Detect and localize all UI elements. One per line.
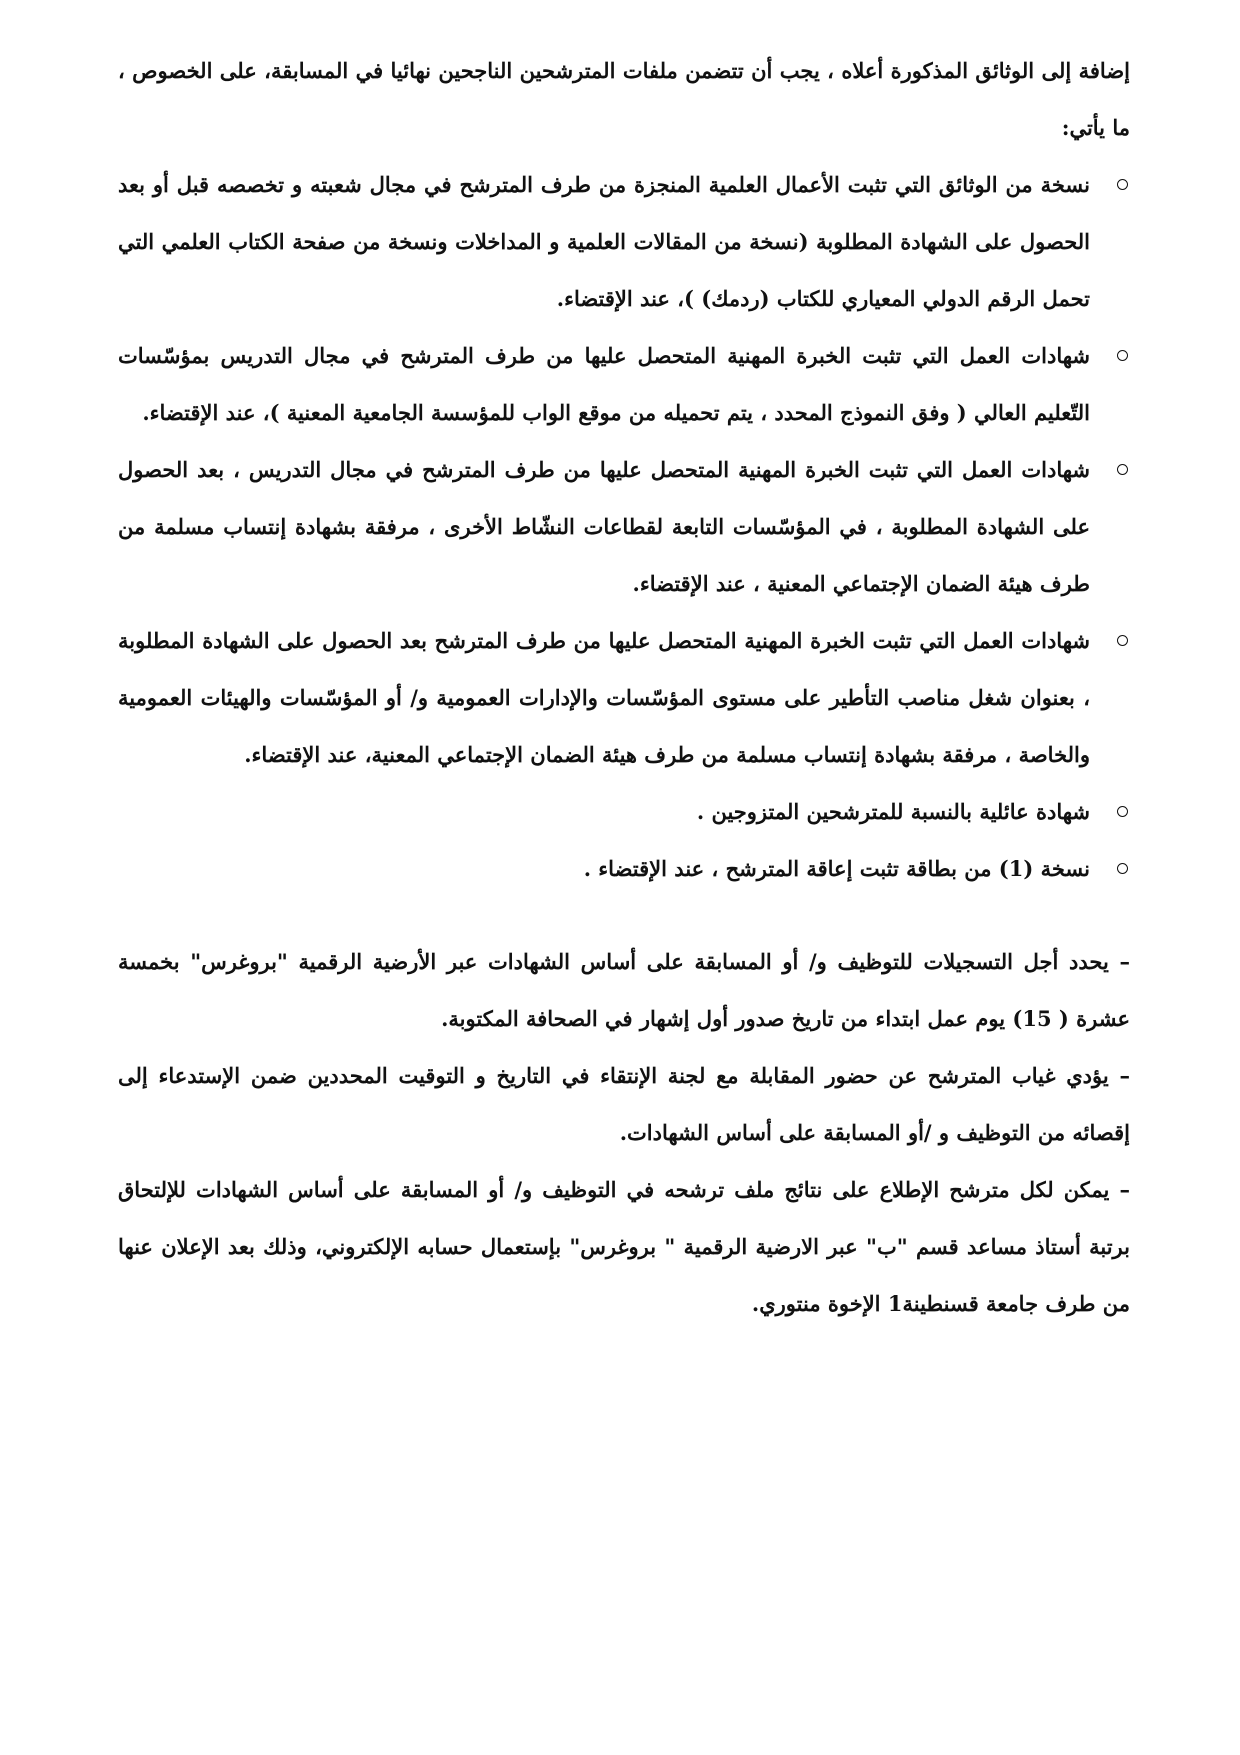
list-item [118, 840, 1130, 897]
list-item-text: شهادات العمل التي تثبت الخبرة المهنية المتحصل عليها من طرف المترشح في مجال التدريس ، بعد الحصول على الشهادة المطلوبة ، في المؤسّسات التابعة لقطاعات النشّاط الأخرى ، مرفقة بشهادة إنتساب مسلمة من طرف هيئة الضمان الإجتماعي المعنية ، عند الإقتضاء. [118, 457, 1090, 596]
circle-bullet-icon [1117, 863, 1128, 874]
interview-absence-note: – يؤدي غياب المترشح عن حضور المقابلة مع لجنة الإنتقاء في التاريخ و التوقيت المحددين ضمن الإستدعاء إلى إقصائه من التوظيف و /أو المسابقة على أساس الشهادات. [118, 1063, 1130, 1145]
registration-deadline-note: – يحدد أجل التسجيلات للتوظيف و/ أو المسابقة على أساس الشهادات عبر الأرضية الرقمية "بروغرس" بخمسة عشرة ( 15) يوم عمل ابتداء من تاريخ صدور أول إشهار في الصحافة المكتوبة. [118, 949, 1130, 1031]
required-documents-list [118, 156, 1130, 897]
list-item-text: شهادات العمل التي تثبت الخبرة المهنية المتحصل عليها من طرف المترشح في مجال التدريس بمؤسّسات التّعليم العالي ( وفق النموذج المحدد ، يتم تحميله من موقع الواب للمؤسسة الجامعية المعنية )، عند الإقتضاء. [118, 343, 1090, 425]
circle-bullet-icon [1117, 806, 1128, 817]
list-item-text: نسخة (1) من بطاقة تثبت إعاقة المترشح ، عند الإقتضاء . [583, 856, 1090, 881]
circle-bullet-icon [1117, 635, 1128, 646]
circle-bullet-icon [1117, 179, 1128, 190]
notes-section [118, 933, 1130, 1332]
list-item-text: شهادات العمل التي تثبت الخبرة المهنية المتحصل عليها من طرف المترشح بعد الحصول على الشهادة المطلوبة ، بعنوان شغل مناصب التأطير على مستوى المؤسّسات والإدارات العمومية و/ أو المؤسّسات والهيئات العمومية والخاصة ، مرفقة بشهادة إنتساب مسلمة من طرف هيئة الضمان الإجتماعي المعنية، عند الإقتضاء. [118, 628, 1090, 767]
list-item [118, 327, 1130, 441]
list-item [118, 441, 1130, 612]
circle-bullet-icon [1117, 464, 1128, 475]
list-item-text: نسخة من الوثائق التي تثبت الأعمال العلمية المنجزة من طرف المترشح في مجال شعبته و تخصصه قبل أو بعد الحصول على الشهادة المطلوبة (نسخة من المقالات العلمية و المداخلات ونسخة من صفحة الكتاب العلمي التي تحمل الرقم الدولي المعياري للكتاب (ردمك) )، عند الإقتضاء. [118, 172, 1090, 311]
list-item [118, 156, 1130, 327]
circle-bullet-icon [1117, 350, 1128, 361]
list-item-text: شهادة عائلية بالنسبة للمترشحين المتزوجين . [696, 799, 1090, 824]
document-page [118, 42, 1130, 1332]
list-item [118, 612, 1130, 783]
results-consultation-note: – يمكن لكل مترشح الإطلاع على نتائج ملف ترشحه في التوظيف و/ أو المسابقة على أساس الشهادات للإلتحاق برتبة أستاذ مساعد قسم "ب" عبر الارضية الرقمية " بروغرس" بإستعمال حسابه الإلكتروني، وذلك بعد الإعلان عنها من طرف جامعة قسنطينة1 الإخوة منتوري. [118, 1177, 1130, 1316]
intro-paragraph: إضافة إلى الوثائق المذكورة أعلاه ، يجب أن تتضمن ملفات المترشحين الناجحين نهائيا في المسابقة، على الخصوص ، ما يأتي: [118, 58, 1130, 140]
list-item [118, 783, 1130, 840]
